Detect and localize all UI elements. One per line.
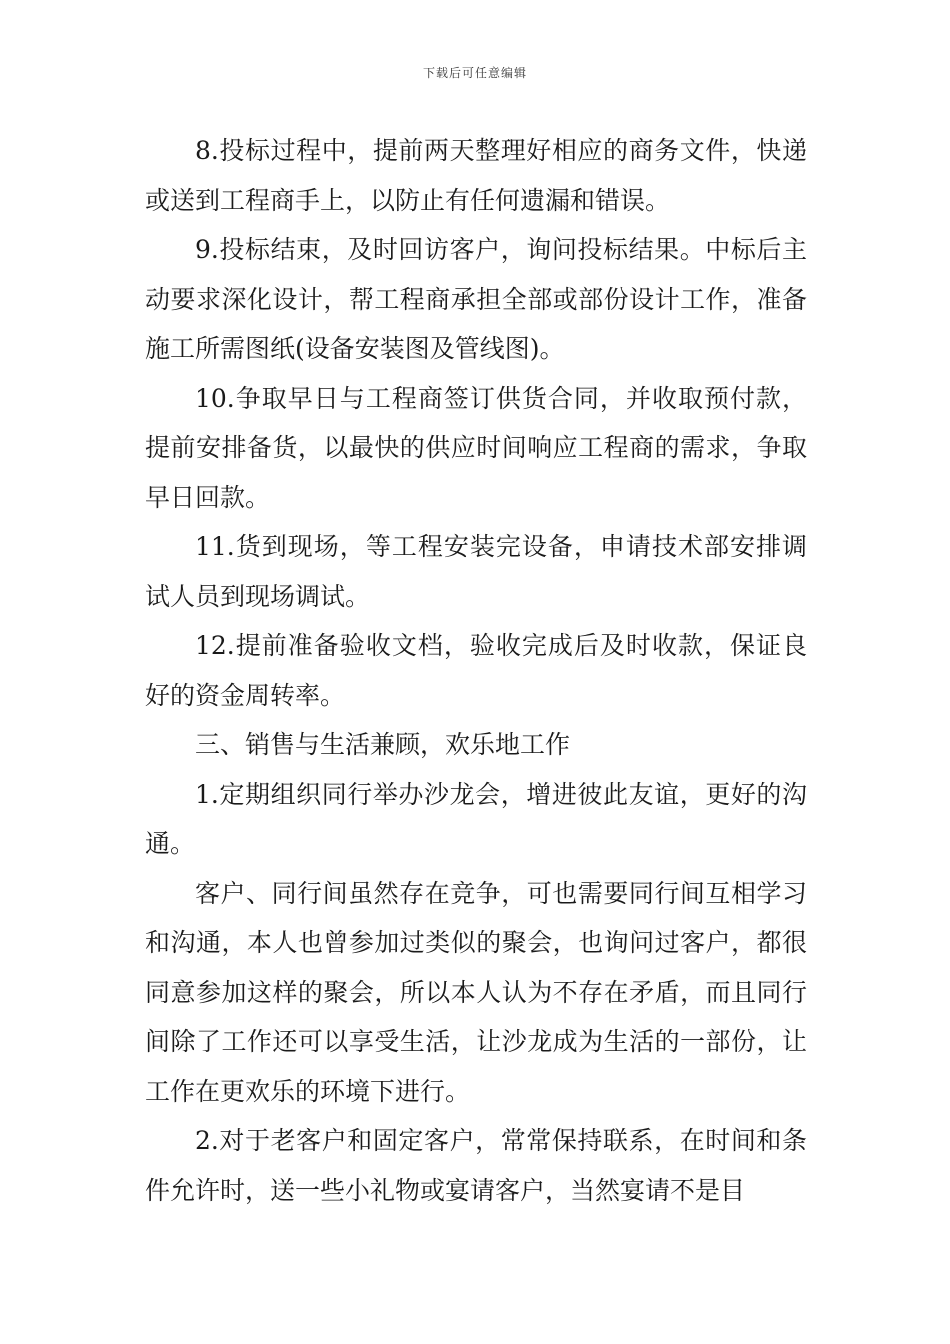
paragraph-discussion: 客户、同行间虽然存在竞争，可也需要同行间互相学习和沟通，本人也曾参加过类似的聚会，也询问过客户，都很同意参加这样的聚会，所以本人认为不存在矛盾，而且同行间除了工作还可以享受生活，让沙龙成为生活的一部份，让工作在更欢乐的环境下进行。 — [145, 878, 807, 1106]
paragraph-item-1: 1.定期组织同行举办沙龙会，增进彼此友谊，更好的沟通。 — [145, 779, 807, 858]
section-heading-3: 三、销售与生活兼顾，欢乐地工作 — [195, 730, 571, 759]
paragraph-item-12: 12.提前准备验收文档，验收完成后及时收款，保证良好的资金周转率。 — [145, 631, 807, 710]
paragraph-item-10: 10.争取早日与工程商签订供货合同，并收取预付款，提前安排备货，以最快的供应时间响应工程商的需求，争取早日回款。 — [145, 383, 807, 512]
document-body — [145, 126, 807, 1215]
paragraph-item-8: 8.投标过程中，提前两天整理好相应的商务文件，快递或送到工程商手上，以防止有任何遗漏和错误。 — [145, 136, 807, 215]
paragraph-item-9: 9.投标结束，及时回访客户，询问投标结果。中标后主动要求深化设计，帮工程商承担全部或部份设计工作，准备施工所需图纸(设备安装图及管线图)。 — [145, 235, 807, 363]
paragraph-item-11: 11.货到现场，等工程安装完设备，申请技术部安排调试人员到现场调试。 — [145, 532, 807, 611]
page-header: 下载后可任意编辑 — [422, 66, 527, 80]
paragraph-item-2: 2.对于老客户和固定客户，常常保持联系，在时间和条件允许时，送一些小礼物或宴请客户，当然宴请不是目 — [145, 1126, 807, 1205]
